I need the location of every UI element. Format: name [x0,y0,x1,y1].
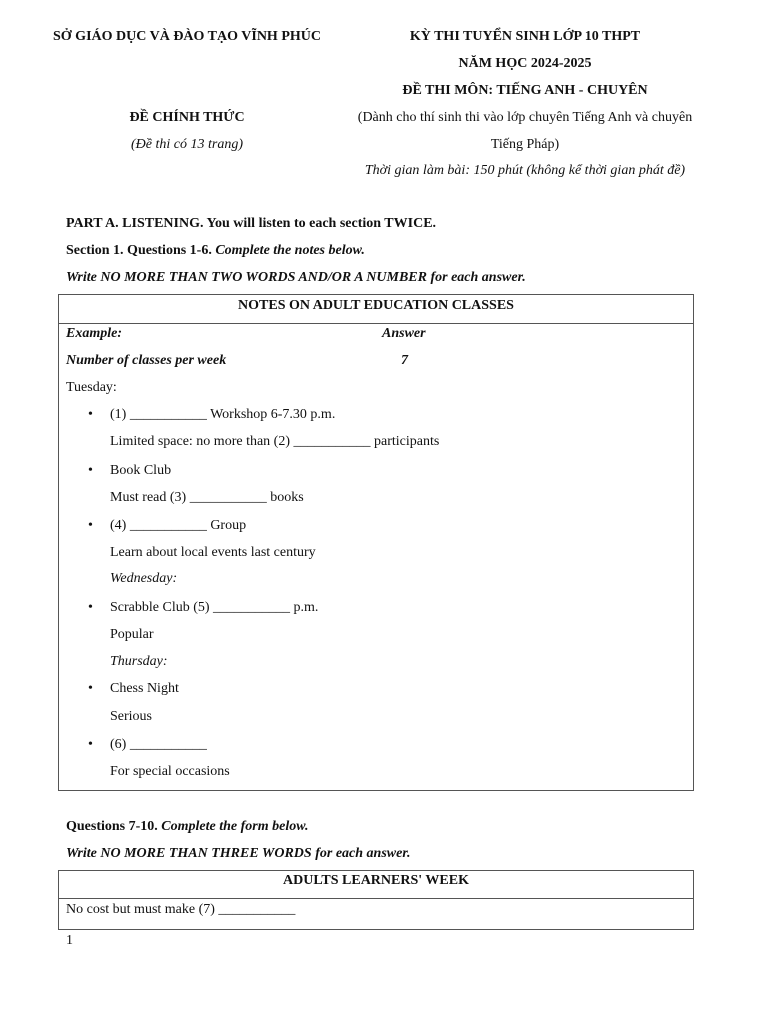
day-wednesday: Wednesday: [110,571,178,586]
time-allowed: Thời gian làm bài: 150 phút (không kể thời gian phát đề) [364,163,686,178]
page-number: 1 [66,933,73,948]
exam-scope-line1: (Dành cho thí sinh thi vào lớp chuyên Tiếng Anh và chuyên [357,110,693,125]
day-tuesday: Tuesday: [66,380,117,395]
instr-limit: NO MORE THAN THREE WORDS [100,846,312,861]
notes-title: NOTES ON ADULT EDUCATION CLASSES [238,298,514,313]
section1-instruction [66,270,526,286]
section1-heading [66,243,365,259]
instr-suffix: for each answer. [426,270,526,285]
department-name: SỞ GIÁO DỤC VÀ ĐÀO TẠO VĨNH PHÚC [53,29,321,44]
q7-10-task: Complete the form below. [157,819,309,834]
bullet: • [88,407,93,422]
form-title-divider [58,898,694,899]
exam-subject: ĐỀ THI MÔN: TIẾNG ANH - CHUYÊN [402,83,648,98]
form-title: ADULTS LEARNERS' WEEK [283,873,469,888]
note-item-3: (4) ___________ Group [110,518,247,533]
exam-scope-line2: Tiếng Pháp) [490,137,560,152]
school-year: NĂM HỌC 2024-2025 [458,56,592,71]
note-item-5-detail: Serious [110,709,152,724]
note-item-4-detail: Popular [110,627,154,642]
instr-prefix: Write [66,270,101,285]
note-item-2: Book Club [110,463,172,478]
instr-suffix: for each answer. [311,846,411,861]
note-item-5: Chess Night [110,681,179,696]
note-item-4: Scrabble Club (5) ___________ p.m. [110,600,319,615]
q7-10-label: Questions 7-10. [66,819,158,834]
answer-label: Answer [382,326,426,341]
note-item-6-detail: For special occasions [110,764,230,779]
bullet: • [88,681,93,696]
notes-title-divider [58,323,694,324]
bullet: • [88,463,93,478]
section1-label: Section 1. Questions 1-6. [66,243,212,258]
bullet: • [88,518,93,533]
day-thursday: Thursday: [110,654,168,669]
form-row-1: No cost but must make (7) ___________ [66,902,296,917]
note-item-1: (1) ___________ Workshop 6-7.30 p.m. [110,407,336,422]
instr-limit: NO MORE THAN TWO WORDS AND/OR A NUMBER [100,270,427,285]
note-item-1-detail: Limited space: no more than (2) ___________ participants [110,434,440,449]
instr-prefix: Write [66,846,101,861]
exam-title: KỲ THI TUYỂN SINH LỚP 10 THPT [409,29,641,44]
bullet: • [88,600,93,615]
note-item-3-detail: Learn about local events last century [110,545,316,560]
q7-10-instruction [66,846,411,862]
example-label: Example: [66,326,122,341]
example-answer: 7 [401,353,408,368]
bullet: • [88,737,93,752]
part-a-title: PART A. LISTENING. You will listen to each section TWICE. [66,216,437,231]
note-item-6: (6) ___________ [110,737,207,752]
section1-task: Complete the notes below. [211,243,365,258]
note-item-2-detail: Must read (3) ___________ books [110,490,304,505]
page-count-note: (Đề thi có 13 trang) [131,137,243,152]
example-question: Number of classes per week [66,353,227,368]
questions-7-10-heading [66,819,309,835]
official-label: ĐỀ CHÍNH THỨC [129,110,245,125]
